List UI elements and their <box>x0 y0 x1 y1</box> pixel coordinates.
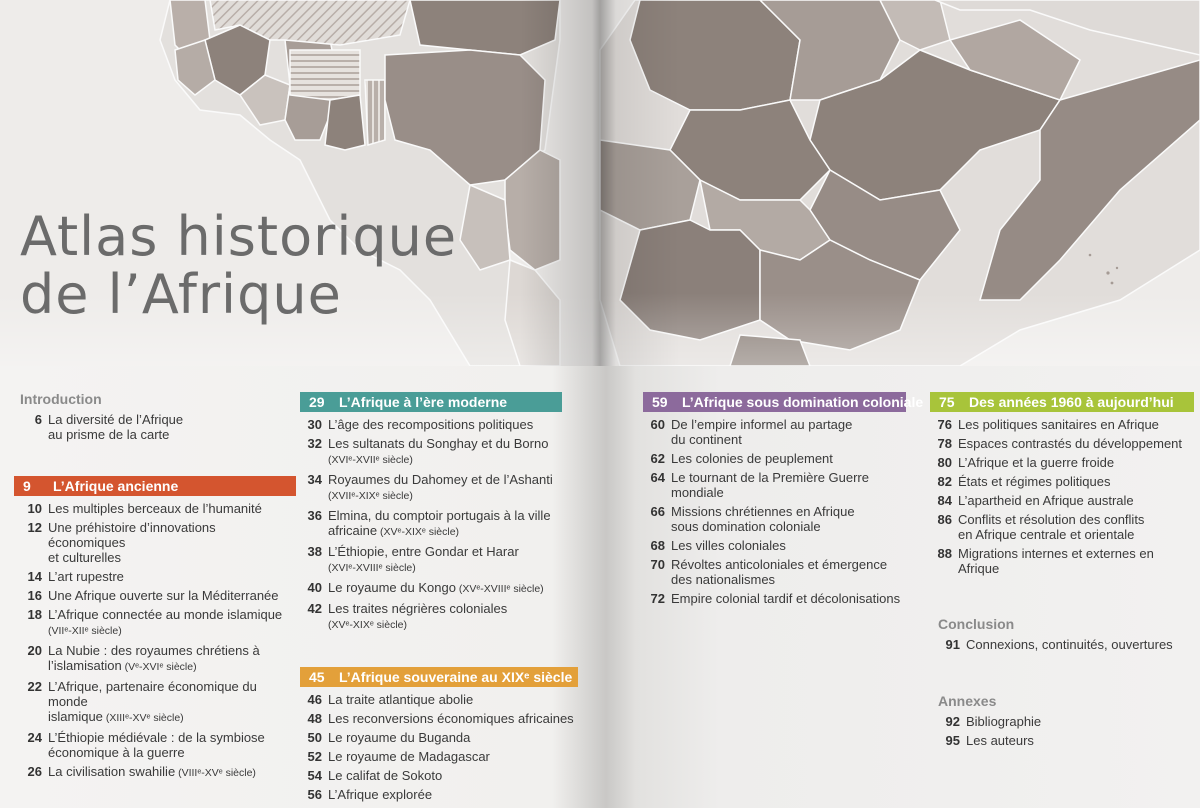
section-bar-sovereign[interactable] <box>300 667 578 687</box>
title-line-1: Atlas historique <box>20 205 458 268</box>
entry-century: (VIIᵉ-XIIᵉ siècle) <box>48 625 122 637</box>
toc-entry[interactable] <box>643 417 923 447</box>
entry-century: (XVIᵉ-XVIIIᵉ siècle) <box>328 562 416 574</box>
entry-title-text: L’Afrique et la guerre froide <box>958 455 1115 470</box>
section-number-sovereign: 45 <box>309 669 325 685</box>
entry-title <box>48 643 260 675</box>
entry-title <box>48 412 183 442</box>
toc-entry[interactable] <box>20 412 290 442</box>
entry-title <box>328 544 519 576</box>
toc-entry[interactable] <box>938 733 1195 748</box>
page-number: 76 <box>937 417 952 432</box>
section-recent <box>930 392 1195 576</box>
page-number: 30 <box>307 417 322 432</box>
entry-title-text: L’Afrique explorée <box>328 787 433 802</box>
toc-entry[interactable] <box>20 764 290 781</box>
entry-title <box>958 512 1144 542</box>
section-heading-conclusion: Conclusion <box>938 616 1015 632</box>
page-number: 80 <box>937 455 952 470</box>
toc-entry[interactable] <box>930 512 1195 542</box>
toc-entry[interactable] <box>20 607 290 639</box>
section-annexes <box>938 694 1195 748</box>
entry-title-text: La civilisation swahilie <box>48 764 176 779</box>
entry-title <box>328 749 490 764</box>
book-title <box>20 205 458 326</box>
page-number: 24 <box>27 730 42 745</box>
entry-title-text: De l’empire informel au partage du continent <box>671 417 853 447</box>
section-heading-modern: L’Afrique à l’ère moderne <box>339 394 508 410</box>
entry-century: (Vᵉ-XVIᵉ siècle) <box>121 661 197 673</box>
toc-entry[interactable] <box>20 520 290 565</box>
list-introduction <box>20 412 290 442</box>
section-colonial <box>643 392 923 606</box>
list-sovereign <box>300 692 575 802</box>
toc-column-2 <box>300 392 575 806</box>
page-number: 50 <box>307 730 322 745</box>
toc-entry[interactable] <box>20 730 290 760</box>
page-number: 72 <box>650 591 665 606</box>
section-number-recent: 75 <box>939 394 955 410</box>
toc-entry[interactable] <box>643 557 923 587</box>
entry-century: (XVᵉ-XIXᵉ siècle) <box>328 619 407 631</box>
entry-title <box>671 470 923 500</box>
entry-title-text: Révoltes anticoloniales et émergence des nationalismes <box>671 557 888 587</box>
page-number: 22 <box>27 679 42 694</box>
entry-title <box>671 504 855 534</box>
entry-title <box>328 768 442 783</box>
section-heading-introduction: Introduction <box>20 391 102 407</box>
page-number: 86 <box>937 512 952 527</box>
page-number: 88 <box>937 546 952 561</box>
entry-title-text: Missions chrétiennes en Afrique sous domination coloniale <box>671 504 855 534</box>
entry-century: (XVIᵉ-XVIIᵉ siècle) <box>328 454 413 466</box>
toc-entry[interactable] <box>300 711 575 726</box>
page-number: 91 <box>945 637 960 652</box>
entry-title-text: Le royaume de Madagascar <box>328 749 490 764</box>
entry-title-text: Empire colonial tardif et décolonisations <box>671 591 901 606</box>
entry-title <box>328 417 533 432</box>
toc-entry[interactable] <box>643 504 923 534</box>
page-number: 18 <box>27 607 42 622</box>
entry-title <box>48 501 262 516</box>
entry-title <box>328 692 473 707</box>
list-recent <box>930 417 1195 576</box>
page-number: 82 <box>937 474 952 489</box>
toc-entry[interactable] <box>300 768 575 783</box>
page-number: 52 <box>307 749 322 764</box>
entry-title <box>671 417 852 447</box>
toc-entry[interactable] <box>938 637 1195 652</box>
toc-entry[interactable] <box>20 588 290 603</box>
toc-entry[interactable] <box>300 787 575 802</box>
toc-entry[interactable] <box>20 569 290 584</box>
toc-entry[interactable] <box>300 692 575 707</box>
toc-entry[interactable] <box>300 749 575 764</box>
toc-entry[interactable] <box>930 436 1195 451</box>
entry-title <box>958 474 1110 489</box>
toc-column-3 <box>643 392 923 610</box>
page-number: 54 <box>307 768 322 783</box>
entry-title-text: La traite atlantique abolie <box>328 692 474 707</box>
list-conclusion <box>938 637 1195 652</box>
toc-entry[interactable] <box>300 417 575 432</box>
list-ancient <box>20 501 290 781</box>
section-modern <box>300 392 575 633</box>
page-number: 6 <box>34 412 42 427</box>
toc-entry[interactable] <box>930 455 1195 470</box>
entry-title <box>48 764 256 781</box>
entry-title-text: États et régimes politiques <box>958 474 1111 489</box>
section-number-modern: 29 <box>309 394 325 410</box>
page-number: 70 <box>650 557 665 572</box>
page-number: 38 <box>307 544 322 559</box>
toc-entry[interactable] <box>20 501 290 516</box>
page-number: 14 <box>27 569 42 584</box>
entry-title <box>48 607 282 639</box>
entry-title-text: La diversité de l’Afrique au prisme de la carte <box>48 412 184 442</box>
toc-entry[interactable] <box>20 643 290 675</box>
toc-entry[interactable] <box>930 546 1195 576</box>
entry-title <box>958 546 1195 576</box>
page-number: 92 <box>945 714 960 729</box>
page-number: 36 <box>307 508 322 523</box>
entry-title <box>958 436 1182 451</box>
toc-entry[interactable] <box>643 451 923 466</box>
toc-entry[interactable] <box>300 508 575 540</box>
entry-title-text: Les auteurs <box>966 733 1034 748</box>
toc-entry[interactable] <box>300 730 575 745</box>
page-number: 84 <box>937 493 952 508</box>
entry-title-text: Les reconversions économiques africaines <box>328 711 574 726</box>
section-heading-sovereign: L’Afrique souveraine au XIXᵉ siècle <box>339 669 573 685</box>
entry-title <box>328 601 507 633</box>
entry-title <box>328 730 470 745</box>
page-number: 46 <box>307 692 322 707</box>
entry-title-text: L’Afrique connectée au monde islamique <box>48 607 283 622</box>
entry-title-text: Les multiples berceaux de l’humanité <box>48 501 262 516</box>
toc-column-4 <box>930 392 1195 752</box>
entry-title <box>958 455 1114 470</box>
page-number: 95 <box>945 733 960 748</box>
toc-entry[interactable] <box>930 474 1195 489</box>
entry-title <box>966 714 1041 729</box>
page-number: 34 <box>307 472 322 487</box>
section-conclusion <box>938 617 1195 652</box>
page-number: 16 <box>27 588 42 603</box>
entry-century: (XVIIᵉ-XIXᵉ siècle) <box>328 490 413 502</box>
entry-title-text: L’Éthiopie, entre Gondar et Harar <box>328 544 519 559</box>
page-number: 78 <box>937 436 952 451</box>
entry-title-text: Royaumes du Dahomey et de l’Ashanti <box>328 472 553 487</box>
entry-title-text: Bibliographie <box>966 714 1042 729</box>
entry-title-text: Le royaume du Buganda <box>328 730 471 745</box>
toc-entry[interactable] <box>643 538 923 553</box>
entry-title-text: Le royaume du Kongo <box>328 580 456 595</box>
entry-title-text: La Nubie : des royaumes chrétiens à l’islamisation <box>48 643 260 673</box>
entry-title <box>966 733 1034 748</box>
toc-entry[interactable] <box>300 544 575 576</box>
entry-title-text: Le tournant de la Première Guerre mondiale <box>671 470 869 500</box>
entry-title <box>671 557 887 587</box>
entry-title <box>328 711 574 726</box>
entry-title-text: L’Afrique, partenaire économique du monde islamique <box>48 679 257 724</box>
entry-title <box>671 591 900 606</box>
toc-entry[interactable] <box>938 714 1195 729</box>
entry-title-text: Le califat de Sokoto <box>328 768 443 783</box>
entry-title <box>48 679 290 726</box>
toc-entry[interactable] <box>300 436 575 468</box>
entry-title-text: Les politiques sanitaires en Afrique <box>958 417 1159 432</box>
section-bar-modern[interactable] <box>300 392 562 412</box>
entry-century: (XVᵉ-XIXᵉ siècle) <box>377 526 460 538</box>
entry-title <box>958 417 1159 432</box>
entry-title <box>671 538 786 553</box>
section-bar-ancient[interactable] <box>14 476 296 496</box>
list-annexes <box>938 714 1195 748</box>
toc-column-1 <box>20 392 290 785</box>
toc-entry[interactable] <box>643 470 923 500</box>
page-number: 48 <box>307 711 322 726</box>
entry-title <box>48 520 290 565</box>
entry-century: (XIIIᵉ-XVᵉ siècle) <box>102 712 184 724</box>
page-number: 32 <box>307 436 322 451</box>
entry-title <box>328 472 553 504</box>
section-number-colonial: 59 <box>652 394 668 410</box>
section-heading-annexes: Annexes <box>938 693 997 709</box>
page-number: 62 <box>650 451 665 466</box>
entry-century: (VIIIᵉ-XVᵉ siècle) <box>175 767 256 779</box>
page-number: 64 <box>650 470 665 485</box>
section-introduction <box>20 392 290 442</box>
entry-title-text: Conflits et résolution des conflits en Afrique centrale et orientale <box>958 512 1145 542</box>
entry-title <box>958 493 1134 508</box>
entry-title-text: Une préhistoire d’innovations économiques et culturelles <box>48 520 216 565</box>
page-number: 10 <box>27 501 42 516</box>
toc-entry[interactable] <box>300 472 575 504</box>
section-bar-colonial[interactable] <box>643 392 924 412</box>
entry-title <box>328 508 551 540</box>
entry-title-text: L’Éthiopie médiévale : de la symbiose économique à la guerre <box>48 730 265 760</box>
section-heading-colonial: L’Afrique sous domination coloniale <box>682 394 924 410</box>
entry-title-text: Migrations internes et externes en Afrique <box>958 546 1154 576</box>
entry-title <box>48 588 279 603</box>
entry-century: (XVᵉ-XVIIIᵉ siècle) <box>455 583 544 595</box>
page-number: 26 <box>27 764 42 779</box>
entry-title-text: Les villes coloniales <box>671 538 786 553</box>
entry-title-text: L’âge des recompositions politiques <box>328 417 534 432</box>
page-number: 66 <box>650 504 665 519</box>
section-sovereign <box>300 667 575 802</box>
page-number: 40 <box>307 580 322 595</box>
toc-entry[interactable] <box>643 591 923 606</box>
entry-title <box>671 451 833 466</box>
page-number: 12 <box>27 520 42 535</box>
entry-title-text: Une Afrique ouverte sur la Méditerranée <box>48 588 279 603</box>
entry-title <box>328 787 432 802</box>
toc-entry[interactable] <box>20 679 290 726</box>
entry-title-text: Les colonies de peuplement <box>671 451 833 466</box>
page-number: 68 <box>650 538 665 553</box>
page-number: 60 <box>650 417 665 432</box>
list-modern <box>300 417 575 633</box>
entry-title-text: Connexions, continuités, ouvertures <box>966 637 1173 652</box>
entry-title <box>48 730 265 760</box>
entry-title <box>328 436 548 468</box>
section-bar-recent[interactable] <box>930 392 1194 412</box>
entry-title-text: Espaces contrastés du développement <box>958 436 1183 451</box>
entry-title-text: Les traites négrières coloniales <box>328 601 508 616</box>
entry-title <box>48 569 124 584</box>
entry-title <box>966 637 1173 652</box>
page-number: 42 <box>307 601 322 616</box>
page-number: 56 <box>307 787 322 802</box>
section-heading-recent: Des années 1960 à aujourd’hui <box>969 394 1174 410</box>
title-line-2: de l’Afrique <box>20 263 342 326</box>
entry-title-text: Elmina, du comptoir portugais à la ville africaine <box>328 508 551 538</box>
toc-entry[interactable] <box>300 601 575 633</box>
entry-title-text: L’apartheid en Afrique australe <box>958 493 1134 508</box>
section-ancient <box>14 476 290 781</box>
entry-title <box>328 580 544 597</box>
entry-title-text: L’art rupestre <box>48 569 124 584</box>
entry-title-text: Les sultanats du Songhay et du Borno <box>328 436 549 451</box>
list-colonial <box>643 417 923 606</box>
toc-entry[interactable] <box>930 493 1195 508</box>
page-number: 20 <box>27 643 42 658</box>
toc-entry[interactable] <box>300 580 575 597</box>
toc-entry[interactable] <box>930 417 1195 432</box>
section-heading-ancient: L’Afrique ancienne <box>53 478 179 494</box>
section-number-ancient: 9 <box>23 478 31 494</box>
